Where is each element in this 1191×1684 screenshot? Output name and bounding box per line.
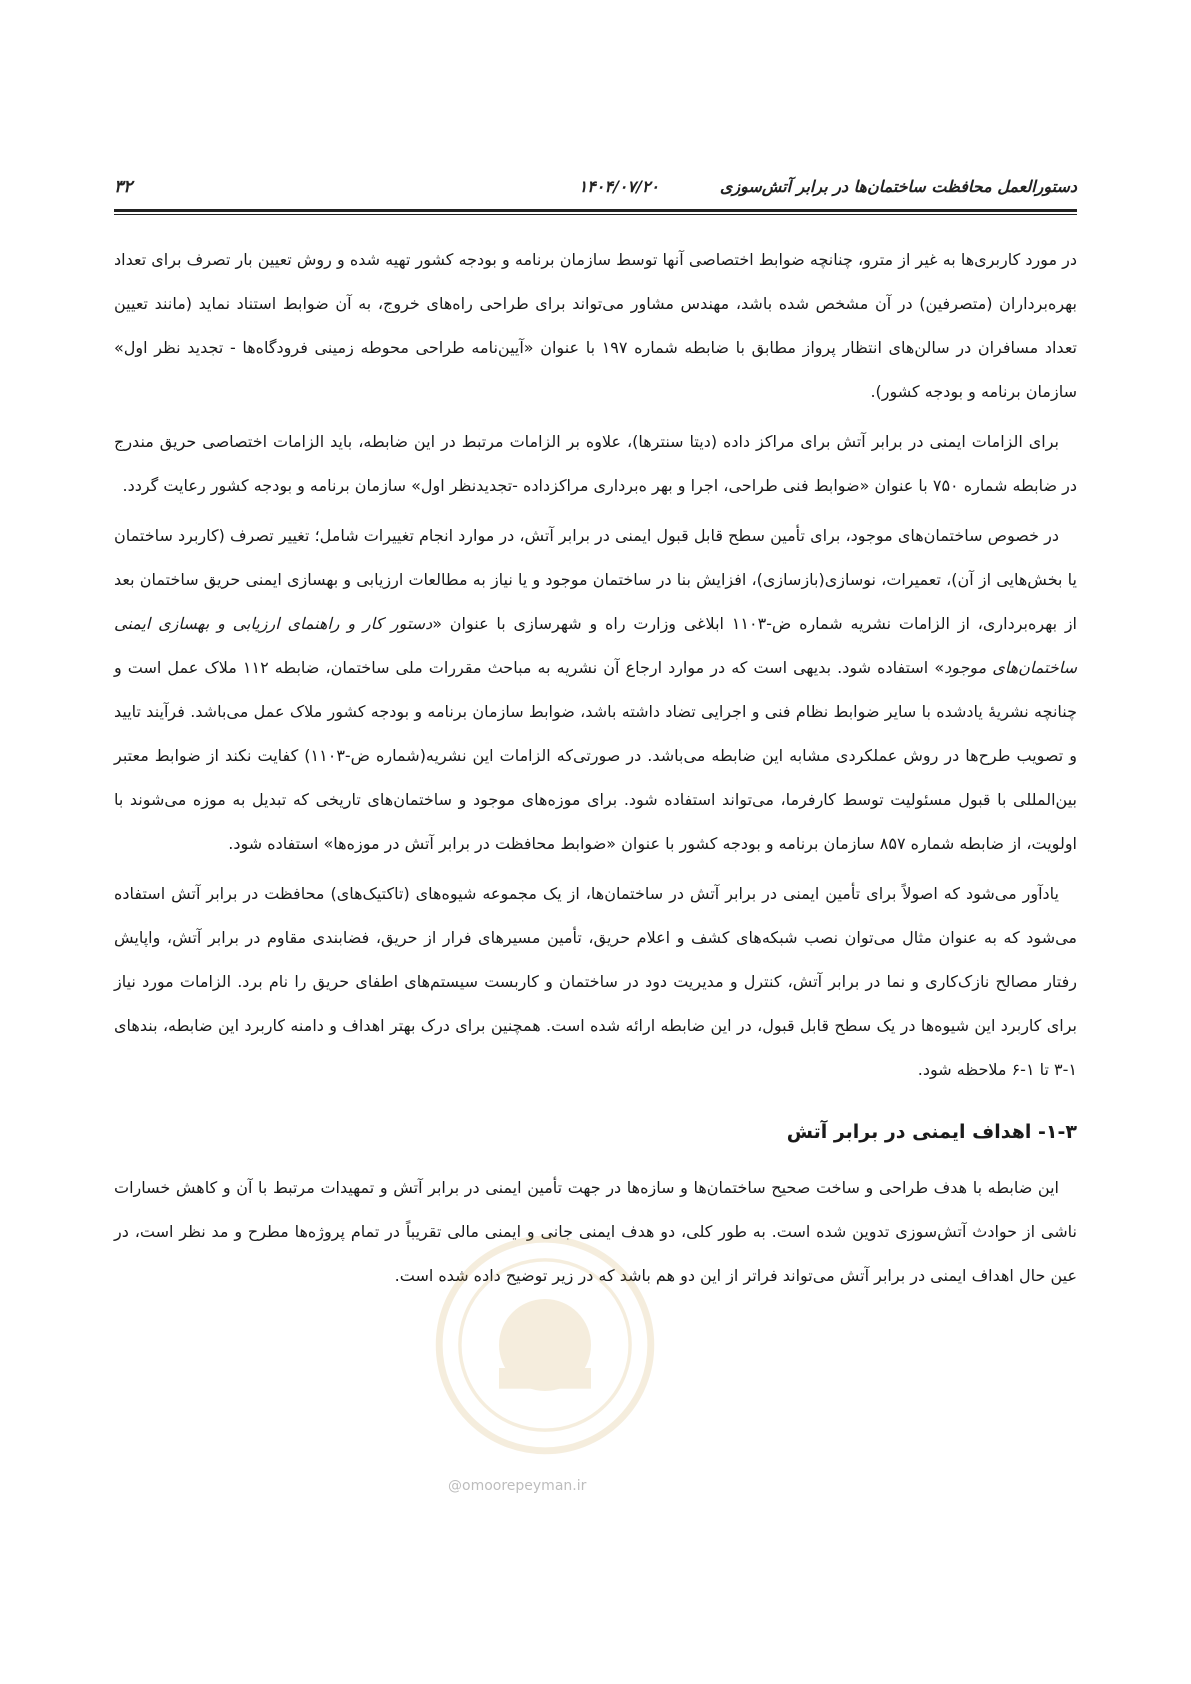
section-heading: ۱-۳- اهداف ایمنی در برابر آتش bbox=[786, 1121, 1077, 1143]
paragraph-1: در مورد کاربری‌ها به غیر از مترو، چنانچه ضوابط اختصاصی آنها توسط سازمان برنامه و بودجه کشور تهیه شده و روش تعیین بار تصرف برای تعداد بهره‌برداران (متصرفین) در آن مشخص شده باشد، مهندس مشاور می‌تواند برای طراحی راه‌های خروج، به آن ضوابط استناد نماید (مانند تعیین تعداد مسافران در سالن‌های انتظار پرواز مطابق با ضابطه شماره ۱۹۷ با عنوان «آیین‌نامه طراحی محوطه زمینی فرودگاه‌ها - تجدید نظر اول» سازمان برنامه و بودجه کشور). bbox=[114, 250, 1078, 401]
watermark-seal-icon bbox=[430, 1230, 660, 1460]
page-header bbox=[114, 175, 1077, 205]
paragraph-4: یادآور می‌شود که اصولاً برای تأمین ایمنی در برابر آتش در ساختمان‌ها، از یک مجموعه شیوه‌های (تاکتیک‌های) محافظت در برابر آتش استفاده می‌شود که به عنوان مثال می‌توان نصب شبکه‌های کشف و اعلام حریق، تأمین مسیرهای فرار از حریق، فضابندی مقاوم در برابر آتش، واپایش رفتار مصالح نازک‌کاری و نما در برابر آتش، کنترل و مدیریت دود در ساختمان و کاربست سیستم‌های اطفای حریق را نام برد. الزامات مورد نیاز برای کاربرد این شیوه‌ها در یک سطح قابل قبول، در این ضابطه ارائه شده است. همچنین برای درک بهتر اهداف و دامنه کاربرد این ضابطه، بندهای ۱-۳ تا ۱-۶ ملاحظه شود. bbox=[114, 884, 1077, 1079]
paragraph-3-part-1: در خصوص ساختمان‌های موجود، برای تأمین سطح قابل قبول ایمنی در برابر آتش، در موارد انجام تغییرات شامل؛ تغییر تصرف (کاربرد ساختمان یا بخش‌هایی از آن)، تعمیرات، نوسازی(بازسازی)، افزایش بنا در ساختمان موجود و یا نیاز به مطالعات ارزیابی و بهسازی ایمنی حریق ساختمان بعد از بهره‌برداری، از الزامات نشریه شماره ض-۱۱۰۳ ابلاغی وزارت راه و شهرسازی با عنوان « bbox=[114, 526, 1078, 633]
paragraph-3-italic-title: دستور کار و راهنمای ارزیابی و بهسازی ایمنی ساختمان‌های موجود bbox=[114, 614, 1078, 677]
page-number: ۳۲ bbox=[114, 177, 133, 197]
paragraph-2: برای الزامات ایمنی در برابر آتش برای مراکز داده (دیتا سنترها)، علاوه بر الزامات مرتبط در این ضابطه، باید الزامات اختصاصی حریق مندرج در ضابطه شماره ۷۵۰ با عنوان «ضوابط فنی طراحی، اجرا و بهر ه‌برداری مراکزداده -تجدیدنظر اول» سازمان برنامه و بودجه کشور رعایت گردد. bbox=[114, 432, 1077, 495]
header-rule-thin bbox=[114, 214, 1077, 215]
section-paragraph: این ضابطه با هدف طراحی و ساخت صحیح ساختمان‌ها و سازه‌ها در جهت تأمین ایمنی در برابر آتش و تمهیدات مرتبط با آن و کاهش خسارات ناشی از حوادث آتش‌سوزی تدوین شده است. به طور کلی، دو هدف ایمنی جانی و ایمنی مالی تقریباً در تمام پروژه‌ها مطرح و مد نظر است، در عین حال اهداف ایمنی در برابر آتش می‌تواند فراتر از این دو هم باشد که در زیر توضیح داده شده است. bbox=[114, 1178, 1077, 1285]
header-rule bbox=[114, 209, 1077, 212]
paragraph-3-part-2: » استفاده شود. بدیهی است که در موارد ارجاع آن نشریه به مباحث مقررات ملی ساختمان، ضابطه ۱۱۲ ملاک عمل است و چنانچه نشریهٔ یادشده با سایر ضوابط نظام فنی و اجرایی تضاد داشته باشد، ضوابط سازمان برنامه و بودجه کشور ملاک عمل می‌باشد. فرآیند تایید و تصویب طرح‌ها در روش عملکردی مشابه این ضابطه می‌باشد. در صورتی‌که الزامات این نشریه(شماره ض-۱۱۰۳) کفایت نکند از ضوابط معتبر بین‌المللی با قبول مسئولیت توسط کارفرما، می‌تواند استفاده شود. برای موزه‌های موجود و ساختمان‌های تاریخی که تبدیل به موزه می‌شوند با اولویت، از ضابطه شماره ۸۵۷ سازمان برنامه و بودجه کشور با عنوان «ضوابط محافظت در برابر آتش در موزه‌ها» استفاده شود. bbox=[114, 658, 1077, 853]
paragraph-3 bbox=[114, 514, 1077, 866]
watermark-text: @omoorepeyman.ir bbox=[448, 1478, 587, 1494]
header-title: دستورالعمل محافظت ساختمان‌ها در برابر آتش‌سوزی bbox=[719, 177, 1077, 196]
page-content bbox=[114, 238, 1077, 1304]
header-date: ۱۴۰۴/۰۷/۲۰ bbox=[578, 177, 659, 196]
